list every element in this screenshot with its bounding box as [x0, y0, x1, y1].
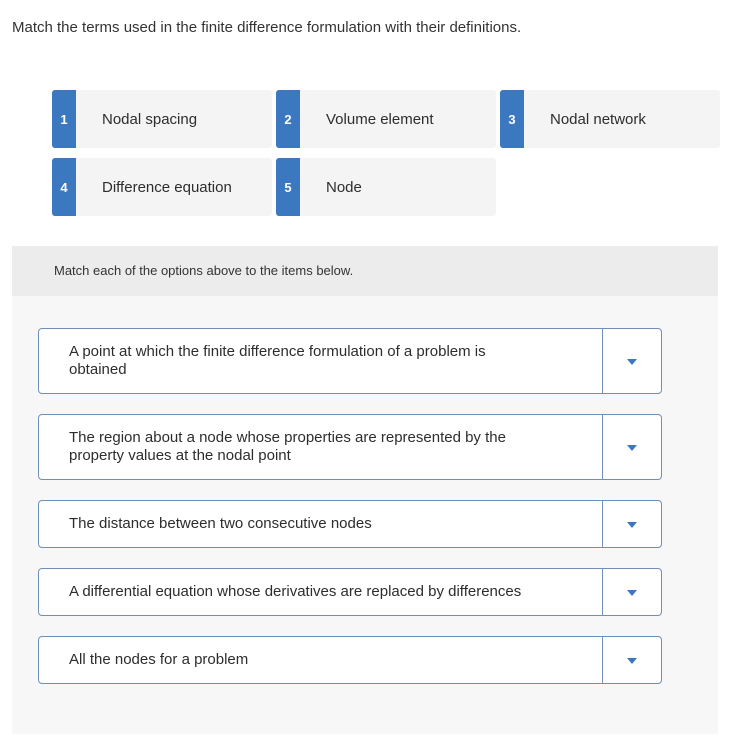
item-definition: The region about a node whose properties are represented by the property values at the nodal point: [69, 429, 506, 464]
match-dropdown[interactable]: [602, 501, 661, 547]
option-number-badge: 5: [276, 158, 300, 216]
match-dropdown[interactable]: [602, 329, 661, 393]
chevron-down-icon: [627, 522, 637, 528]
chevron-down-icon: [627, 590, 637, 596]
option-number-badge: 2: [276, 90, 300, 148]
instruction-text: Match each of the options above to the items below.: [54, 263, 354, 278]
match-item-2: [38, 414, 662, 480]
option-label: Nodal network: [550, 110, 646, 128]
option-number-badge: 1: [52, 90, 76, 148]
item-definition: A point at which the finite difference formulation of a problem is obtained: [69, 343, 486, 378]
match-item-3: [38, 500, 662, 548]
panel-header: [12, 246, 718, 296]
option-tile-4[interactable]: [52, 158, 272, 216]
option-tile-1[interactable]: [52, 90, 272, 148]
match-item-1: [38, 328, 662, 394]
option-number-badge: 4: [52, 158, 76, 216]
chevron-down-icon: [627, 658, 637, 664]
option-label: Volume element: [326, 110, 434, 128]
chevron-down-icon: [627, 445, 637, 451]
match-item-5: [38, 636, 662, 684]
item-definition: A differential equation whose derivatives are replaced by differences: [69, 583, 522, 600]
option-label: Nodal spacing: [102, 110, 198, 128]
option-tile-2[interactable]: [276, 90, 496, 148]
match-dropdown[interactable]: [602, 415, 661, 479]
item-definition: All the nodes for a problem: [69, 651, 249, 668]
option-number-badge: 3: [500, 90, 524, 148]
chevron-down-icon: [627, 359, 637, 365]
option-tile-5[interactable]: [276, 158, 496, 216]
option-label: Difference equation: [102, 178, 232, 196]
match-dropdown[interactable]: [602, 569, 661, 615]
match-item-4: [38, 568, 662, 616]
question-prompt: Match the terms used in the finite difference formulation with their definitions.: [12, 19, 522, 36]
item-definition: The distance between two consecutive nodes: [69, 515, 372, 532]
match-dropdown[interactable]: [602, 637, 661, 683]
option-label: Node: [326, 178, 362, 196]
option-tile-3[interactable]: [500, 90, 720, 148]
